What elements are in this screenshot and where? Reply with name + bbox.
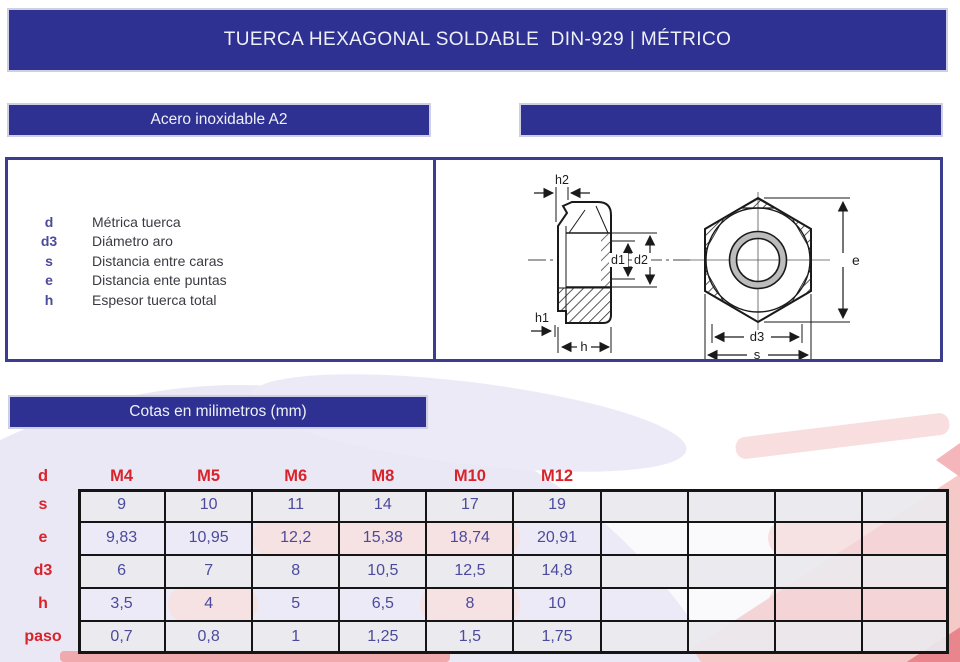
table-cell: 7 — [165, 555, 252, 588]
legend-description: Diámetro aro — [92, 233, 173, 250]
row-label: d3 — [33, 562, 53, 580]
row-label: paso — [24, 628, 62, 645]
table-cell — [688, 522, 775, 555]
table-cell — [775, 522, 862, 555]
legend-symbol: h — [44, 291, 54, 308]
dim-label-h1: h1 — [535, 311, 549, 325]
table-cell — [862, 522, 949, 555]
table-cell: 0,7 — [78, 621, 165, 654]
legend-symbol: d — [44, 213, 54, 230]
dim-label-h: h — [580, 339, 588, 354]
table-cell — [688, 555, 775, 588]
table-cell: 19 — [513, 489, 600, 522]
row-label: s — [38, 496, 48, 514]
table-cell: 17 — [426, 489, 513, 522]
dim-label-d2: d2 — [634, 253, 648, 267]
table-cell — [775, 621, 862, 654]
legend-symbol: s — [45, 252, 53, 269]
table-cell — [862, 489, 949, 522]
dim-label-d3: d3 — [749, 329, 765, 344]
empty-banner — [519, 103, 943, 137]
legend-description: Distancia ente puntas — [92, 272, 227, 289]
section-view — [558, 202, 611, 323]
table-cell — [688, 489, 775, 522]
table-cell: 0,8 — [165, 621, 252, 654]
legend-description: Espesor tuerca total — [92, 291, 217, 308]
dim-label-e: e — [852, 252, 860, 268]
column-header: M4 — [110, 466, 133, 485]
column-header: M8 — [371, 466, 395, 485]
legend-symbol: d3 — [40, 233, 58, 250]
legend-list — [32, 212, 227, 310]
table-cell: 12,5 — [426, 555, 513, 588]
table-cell: 1,25 — [339, 621, 426, 654]
table-cell: 9,83 — [78, 522, 165, 555]
legend-item — [32, 290, 227, 310]
dim-label-d1: d1 — [611, 253, 625, 267]
table-cell — [862, 588, 949, 621]
technical-drawing — [436, 160, 940, 359]
table-cell — [862, 621, 949, 654]
table-header-row — [8, 463, 949, 489]
table-cell — [688, 621, 775, 654]
legend-item — [32, 212, 227, 232]
legend-description: Métrica tuerca — [92, 213, 181, 230]
column-header: M12 — [540, 466, 574, 485]
table-cell: 10,5 — [339, 555, 426, 588]
table-cell — [862, 555, 949, 588]
table-cell — [775, 555, 862, 588]
table-cell: 1 — [252, 621, 339, 654]
table-cell: 9 — [78, 489, 165, 522]
table-cell: 5 — [252, 588, 339, 621]
table-cell — [775, 489, 862, 522]
table-cell — [601, 588, 688, 621]
table-cell — [688, 588, 775, 621]
table-cell: 14,8 — [513, 555, 600, 588]
table-cell: 6 — [78, 555, 165, 588]
table-cell — [601, 522, 688, 555]
table-cell — [601, 621, 688, 654]
table-cell: 1,5 — [426, 621, 513, 654]
table-cell — [775, 588, 862, 621]
row-label: e — [38, 529, 48, 547]
row-label: h — [38, 595, 48, 613]
table-cell: 6,5 — [339, 588, 426, 621]
table-cell: 15,38 — [339, 522, 426, 555]
hex-view — [690, 192, 830, 330]
column-header: M10 — [453, 466, 486, 485]
table-cell: 10 — [165, 489, 252, 522]
watermark-pink-band — [734, 412, 950, 460]
units-banner: Cotas en milimetros (mm) — [8, 395, 428, 429]
table-cell: 12,2 — [252, 522, 339, 555]
table-cell: 11 — [252, 489, 339, 522]
table-cell — [601, 555, 688, 588]
dim-label-s: s — [753, 347, 761, 359]
table-cell: 14 — [339, 489, 426, 522]
table-cell: 1,75 — [513, 621, 600, 654]
table-cell: 8 — [426, 588, 513, 621]
legend-symbol: e — [45, 272, 53, 289]
table-cell — [601, 489, 688, 522]
column-header: M6 — [284, 466, 308, 485]
column-header: M5 — [197, 466, 221, 485]
table-cell: 4 — [165, 588, 252, 621]
dim-label-h2: h2 — [555, 173, 569, 187]
table-cell: 10 — [513, 588, 600, 621]
table-cell: 20,91 — [513, 522, 600, 555]
legend-description: Distancia entre caras — [92, 252, 224, 269]
table-corner-label: d — [37, 466, 49, 485]
table-cell: 3,5 — [78, 588, 165, 621]
table-cell: 8 — [252, 555, 339, 588]
dimension-table — [8, 463, 949, 653]
legend-item — [32, 271, 227, 291]
table-cell: 18,74 — [426, 522, 513, 555]
legend-item — [32, 232, 227, 252]
table-cell: 10,95 — [165, 522, 252, 555]
legend-item — [32, 251, 227, 271]
page-title: TUERCA HEXAGONAL SOLDABLE DIN-929 | MÉTRICO — [7, 8, 948, 72]
material-banner: Acero inoxidable A2 — [7, 103, 431, 137]
table-body — [8, 489, 949, 653]
